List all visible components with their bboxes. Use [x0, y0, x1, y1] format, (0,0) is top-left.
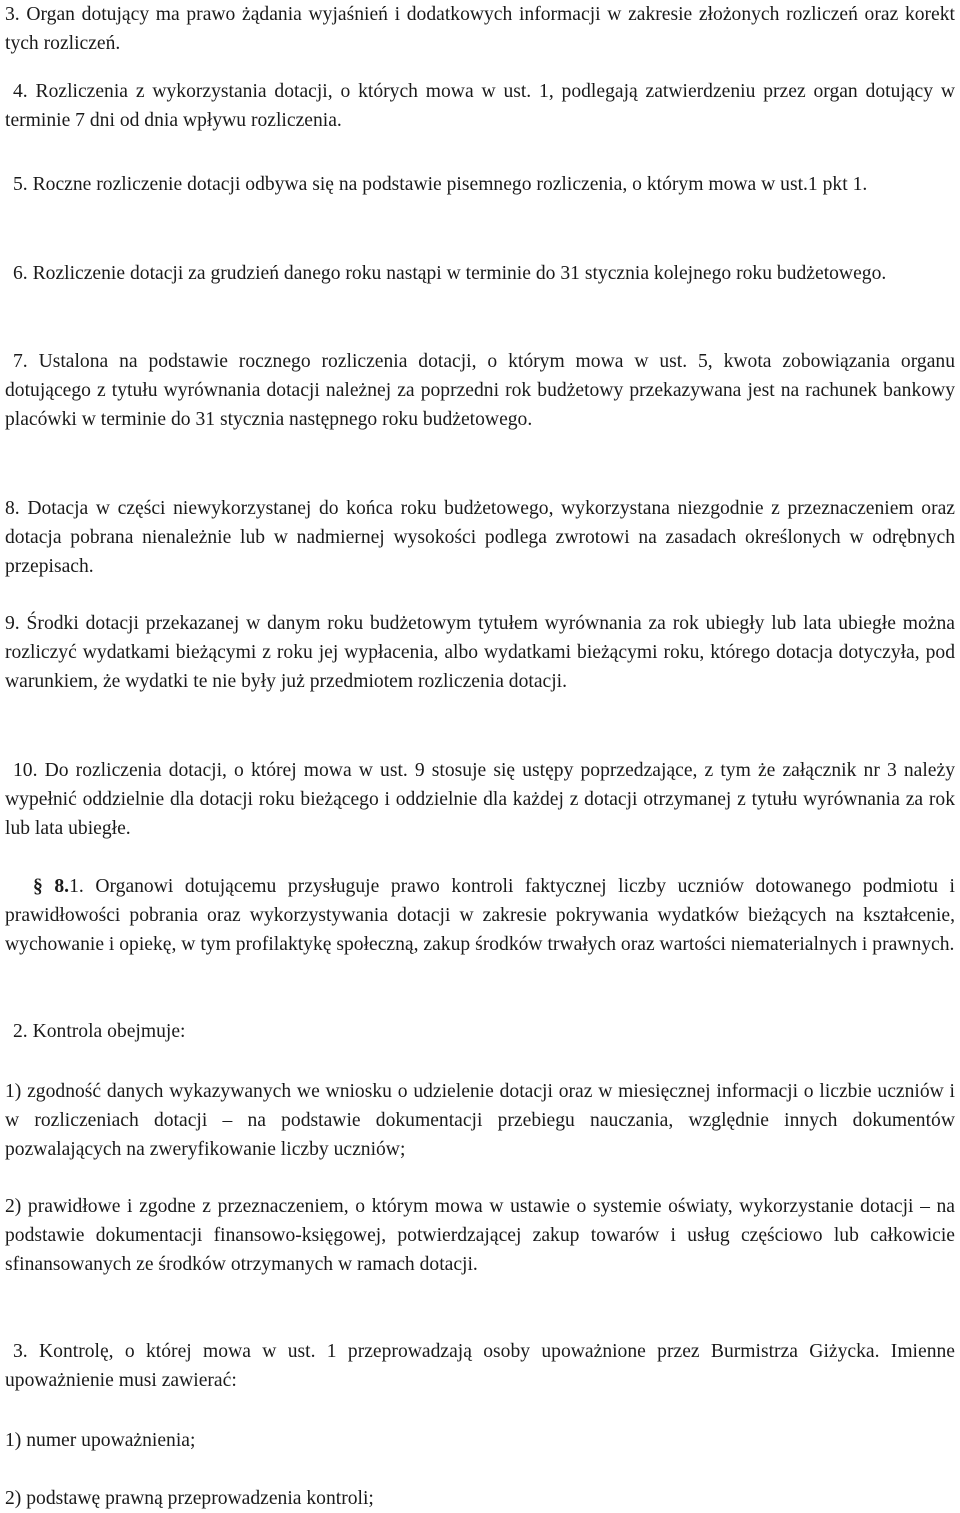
paragraph-10: 10. Do rozliczenia dotacji, o której mowa w ust. 9 stosuje się ustępy poprzedzające, z tym że załącznik nr 3 należy wypełnić oddzielnie dla dotacji roku bieżącego i oddzielnie dla każdej z dotacji otrzymanej z tytułu wyrównania za rok lub lata ubiegłe.	[5, 760, 955, 840]
section-8-paragraph-3: 3. Kontrolę, o której mowa w ust. 1 przeprowadzają osoby upoważnione przez Burmistrza Giżycka. Imienne upoważnienie musi zawierać:	[5, 1341, 955, 1392]
section-8-heading: § 8.	[33, 876, 70, 897]
paragraph-9: 9. Środki dotacji przekazanej w danym roku budżetowym tytułem wyrównania za rok ubiegły lub lata ubiegłe można rozliczyć wydatkami bieżącymi z roku jej wypłacenia, albo wydatkami bieżącymi roku, którego dotacja dotyczyła, pod warunkiem, że wydatki te nie były już przedmiotem rozliczenia dotacji.	[5, 613, 955, 693]
paragraph-7: 7. Ustalona na podstawie rocznego rozliczenia dotacji, o którym mowa w ust. 5, kwota zobowiązania organu dotującego z tytułu wyrównania dotacji należnej za poprzedni rok budżetowy przekazywana jest na rachunek bankowy placówki w terminie do 31 stycznia następnego roku budżetowego.	[5, 351, 955, 431]
section-8-paragraph-3-item-2: 2) podstawę prawną przeprowadzenia kontroli;	[5, 1488, 374, 1509]
section-8-paragraph-1	[5, 872, 955, 960]
paragraph-8: 8. Dotacja w części niewykorzystanej do końca roku budżetowego, wykorzystana niezgodnie z przeznaczeniem oraz dotacja pobrana nienależnie lub w nadmiernej wysokości podlega zwrotowi na zasadach określonych w odrębnych przepisach.	[5, 498, 955, 578]
section-8-paragraph-3-item-1: 1) numer upoważnienia;	[5, 1430, 196, 1451]
section-8-paragraph-1-text: 1. Organowi dotującemu przysługuje prawo kontroli faktycznej liczby uczniów dotowanego podmiotu i prawidłowości pobrania oraz wykorzystywania dotacji w zakresie pokrywania wydatków bieżących na kształcenie, wychowanie i opiekę, w tym profilaktykę społeczną, zakup środków trwałych oraz wartości niematerialnych i prawnych.	[5, 876, 956, 956]
section-8-paragraph-2: 2. Kontrola obejmuje:	[13, 1021, 186, 1042]
paragraph-6: 6. Rozliczenie dotacji za grudzień danego roku nastąpi w terminie do 31 stycznia kolejnego roku budżetowego.	[13, 263, 887, 284]
paragraph-4: 4. Rozliczenia z wykorzystania dotacji, o których mowa w ust. 1, podlegają zatwierdzeniu przez organ dotujący w terminie 7 dni od dnia wpływu rozliczenia.	[5, 81, 955, 132]
section-8-item-2: 2) prawidłowe i zgodne z przeznaczeniem, o którym mowa w ustawie o systemie oświaty, wykorzystanie dotacji – na podstawie dokumentacji finansowo-księgowej, potwierdzającej zakup towarów i usług częściowo lub całkowicie sfinansowanych ze środków otrzymanych w ramach dotacji.	[5, 1196, 955, 1276]
paragraph-5: 5. Roczne rozliczenie dotacji odbywa się na podstawie pisemnego rozliczenia, o którym mowa w ust.1 pkt 1.	[13, 174, 868, 195]
section-8-item-1: 1) zgodność danych wykazywanych we wniosku o udzielenie dotacji oraz w miesięcznej informacji o liczbie uczniów i w rozliczeniach dotacji – na podstawie dokumentacji przebiegu nauczania, względnie innych dokumentów pozwalających na zweryfikowanie liczby uczniów;	[5, 1081, 955, 1161]
paragraph-3: 3. Organ dotujący ma prawo żądania wyjaśnień i dodatkowych informacji w zakresie złożonych rozliczeń oraz korekt tych rozliczeń.	[5, 4, 955, 55]
